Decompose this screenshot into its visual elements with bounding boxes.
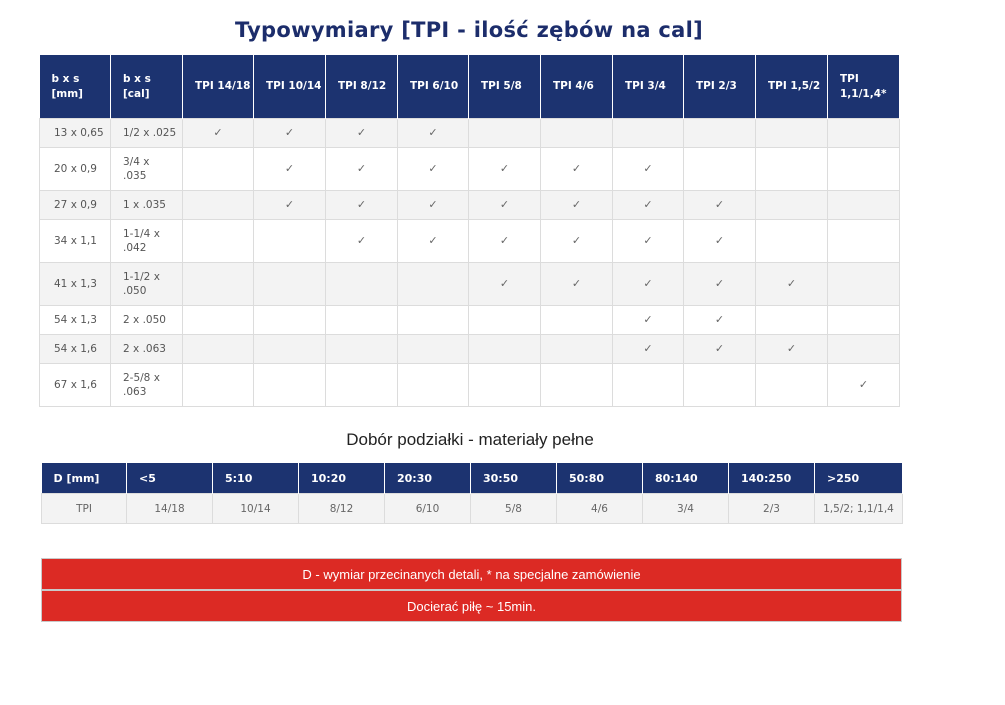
check-mark-cell: ✓ (254, 148, 326, 191)
tpi-table-header-cell: TPI 6/10 (398, 55, 469, 119)
check-mark-cell: ✓ (326, 220, 398, 263)
empty-cell (469, 335, 541, 364)
empty-cell (756, 119, 828, 148)
empty-cell (756, 306, 828, 335)
pitch-table-header-row (42, 463, 903, 494)
empty-cell (326, 306, 398, 335)
empty-cell (828, 306, 900, 335)
empty-cell (183, 148, 254, 191)
empty-cell (684, 148, 756, 191)
size-mm-cell: 13 x 0,65 (40, 119, 111, 148)
check-mark-cell: ✓ (469, 220, 541, 263)
size-inch-cell: 2 x .050 (111, 306, 183, 335)
empty-cell (398, 263, 469, 306)
pitch-value-cell: 6/10 (385, 494, 471, 524)
tpi-table-header-cell: TPI 3/4 (613, 55, 684, 119)
check-mark-cell: ✓ (469, 263, 541, 306)
empty-cell (756, 148, 828, 191)
empty-cell (398, 364, 469, 407)
check-mark-cell: ✓ (326, 148, 398, 191)
size-mm-cell: 67 x 1,6 (40, 364, 111, 407)
empty-cell (183, 263, 254, 306)
empty-cell (613, 364, 684, 407)
empty-cell (183, 306, 254, 335)
size-mm-cell: 54 x 1,3 (40, 306, 111, 335)
check-mark-cell: ✓ (541, 220, 613, 263)
pitch-value-cell: 1,5/2; 1,1/1,4 (815, 494, 903, 524)
check-mark-cell: ✓ (613, 191, 684, 220)
pitch-header-cell: >250 (815, 463, 903, 494)
size-inch-cell: 1-1/2 x .050 (111, 263, 183, 306)
page-title: Typowymiary [TPI - ilość zębów na cal] (234, 18, 704, 42)
empty-cell (254, 306, 326, 335)
check-mark-cell: ✓ (326, 119, 398, 148)
check-mark-cell: ✓ (541, 191, 613, 220)
empty-cell (541, 119, 613, 148)
size-mm-cell: 34 x 1,1 (40, 220, 111, 263)
check-mark-cell: ✓ (183, 119, 254, 148)
pitch-value-cell: 2/3 (729, 494, 815, 524)
check-mark-cell: ✓ (756, 263, 828, 306)
tpi-table-header-cell: TPI 2/3 (684, 55, 756, 119)
empty-cell (469, 364, 541, 407)
empty-cell (326, 335, 398, 364)
empty-cell (828, 191, 900, 220)
pitch-value-cell: 5/8 (471, 494, 557, 524)
check-mark-cell: ✓ (254, 119, 326, 148)
empty-cell (613, 119, 684, 148)
pitch-header-cell: 30:50 (471, 463, 557, 494)
empty-cell (541, 306, 613, 335)
pitch-value-cell: 14/18 (127, 494, 213, 524)
check-mark-cell: ✓ (541, 263, 613, 306)
check-mark-cell: ✓ (828, 364, 900, 407)
empty-cell (469, 306, 541, 335)
empty-cell (398, 306, 469, 335)
pitch-table-row (42, 494, 903, 524)
pitch-header-cell: 140:250 (729, 463, 815, 494)
table-row (40, 263, 900, 306)
empty-cell (254, 220, 326, 263)
check-mark-cell: ✓ (613, 306, 684, 335)
check-mark-cell: ✓ (469, 191, 541, 220)
table-row (40, 119, 900, 148)
check-mark-cell: ✓ (398, 148, 469, 191)
empty-cell (756, 220, 828, 263)
size-inch-cell: 3/4 x .035 (111, 148, 183, 191)
check-mark-cell: ✓ (398, 119, 469, 148)
size-inch-cell: 1 x .035 (111, 191, 183, 220)
size-inch-cell: 2-5/8 x .063 (111, 364, 183, 407)
empty-cell (326, 364, 398, 407)
check-mark-cell: ✓ (326, 191, 398, 220)
table-row (40, 148, 900, 191)
pitch-value-cell: 3/4 (643, 494, 729, 524)
size-mm-cell: 41 x 1,3 (40, 263, 111, 306)
empty-cell (828, 148, 900, 191)
check-mark-cell: ✓ (684, 306, 756, 335)
pitch-selection-table (41, 463, 903, 524)
pitch-header-cell: 5:10 (213, 463, 299, 494)
empty-cell (828, 263, 900, 306)
empty-cell (254, 263, 326, 306)
check-mark-cell: ✓ (613, 148, 684, 191)
pitch-header-cell: 80:140 (643, 463, 729, 494)
size-mm-cell: 20 x 0,9 (40, 148, 111, 191)
check-mark-cell: ✓ (613, 335, 684, 364)
tpi-table-header-cell: TPI 1,1/1,4* (828, 55, 900, 119)
empty-cell (183, 364, 254, 407)
check-mark-cell: ✓ (684, 263, 756, 306)
check-mark-cell: ✓ (756, 335, 828, 364)
table-row (40, 220, 900, 263)
pitch-header-cell: <5 (127, 463, 213, 494)
check-mark-cell: ✓ (613, 263, 684, 306)
check-mark-cell: ✓ (684, 220, 756, 263)
pitch-header-cell: 50:80 (557, 463, 643, 494)
tpi-size-table (39, 55, 900, 407)
size-mm-cell: 27 x 0,9 (40, 191, 111, 220)
check-mark-cell: ✓ (541, 148, 613, 191)
pitch-header-cell: 10:20 (299, 463, 385, 494)
empty-cell (756, 191, 828, 220)
tpi-table-header-row (40, 55, 900, 119)
check-mark-cell: ✓ (398, 191, 469, 220)
check-mark-cell: ✓ (469, 148, 541, 191)
empty-cell (254, 335, 326, 364)
tpi-table-header-cell: b x s [cal] (111, 55, 183, 119)
empty-cell (828, 335, 900, 364)
note-break-in: Docierać piłę ~ 15min. (41, 590, 902, 622)
empty-cell (326, 263, 398, 306)
empty-cell (828, 220, 900, 263)
check-mark-cell: ✓ (684, 335, 756, 364)
pitch-value-cell: 4/6 (557, 494, 643, 524)
empty-cell (398, 335, 469, 364)
tpi-table-header-cell: TPI 5/8 (469, 55, 541, 119)
check-mark-cell: ✓ (684, 191, 756, 220)
pitch-header-cell: D [mm] (42, 463, 127, 494)
empty-cell (183, 191, 254, 220)
empty-cell (828, 119, 900, 148)
tpi-table-header-cell: b x s [mm] (40, 55, 111, 119)
tpi-table-header-cell: TPI 1,5/2 (756, 55, 828, 119)
empty-cell (756, 364, 828, 407)
empty-cell (183, 335, 254, 364)
check-mark-cell: ✓ (398, 220, 469, 263)
note-diameter-special-order: D - wymiar przecinanych detali, * na specjalne zamówienie (41, 558, 902, 590)
size-inch-cell: 1-1/4 x .042 (111, 220, 183, 263)
size-mm-cell: 54 x 1,6 (40, 335, 111, 364)
table-row (40, 335, 900, 364)
empty-cell (684, 119, 756, 148)
pitch-header-cell: 20:30 (385, 463, 471, 494)
pitch-value-cell: 10/14 (213, 494, 299, 524)
tpi-table-header-cell: TPI 14/18 (183, 55, 254, 119)
size-inch-cell: 1/2 x .025 (111, 119, 183, 148)
tpi-table-header-cell: TPI 8/12 (326, 55, 398, 119)
table-row (40, 364, 900, 407)
table-row (40, 306, 900, 335)
empty-cell (183, 220, 254, 263)
pitch-value-cell: 8/12 (299, 494, 385, 524)
empty-cell (684, 364, 756, 407)
empty-cell (541, 364, 613, 407)
check-mark-cell: ✓ (254, 191, 326, 220)
empty-cell (254, 364, 326, 407)
table-row (40, 191, 900, 220)
size-inch-cell: 2 x .063 (111, 335, 183, 364)
tpi-table-header-cell: TPI 10/14 (254, 55, 326, 119)
check-mark-cell: ✓ (613, 220, 684, 263)
pitch-section-title: Dobór podziałki - materiały pełne (346, 430, 594, 449)
tpi-table-header-cell: TPI 4/6 (541, 55, 613, 119)
empty-cell (541, 335, 613, 364)
empty-cell (469, 119, 541, 148)
pitch-value-cell: TPI (42, 494, 127, 524)
